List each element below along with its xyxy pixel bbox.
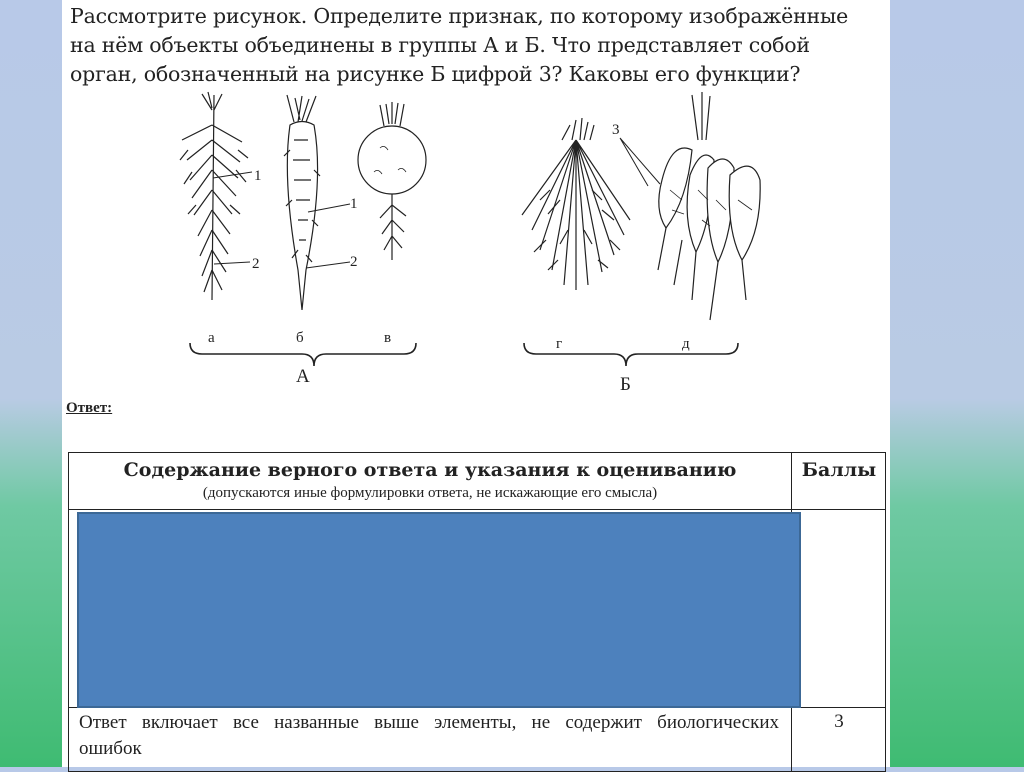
group-b-letter: Б — [620, 374, 631, 395]
grading-table — [68, 452, 886, 772]
root-v-drawing — [358, 102, 426, 260]
roots-figure — [62, 0, 890, 400]
document-page — [62, 0, 890, 767]
label-b: б — [296, 330, 304, 346]
brace-a — [190, 343, 416, 366]
table-divider-header — [69, 509, 885, 510]
label-d: д — [682, 336, 690, 352]
answer-cover-block[interactable] — [77, 512, 801, 708]
label-v: в — [384, 330, 392, 346]
group-a-letter: А — [296, 366, 310, 387]
table-header-sub: (допускаются иные формулировки ответа, не искажающие его смысла) — [202, 485, 658, 501]
callout-3: 3 — [612, 122, 620, 138]
answer-label: Ответ: — [66, 400, 113, 416]
table-header-score: Баллы — [801, 459, 877, 481]
root-g-drawing — [522, 118, 630, 290]
callout-1a: 1 — [254, 168, 262, 184]
callout-2b: 2 — [350, 254, 358, 270]
criteria-text: Ответ включает все названные выше элементы, не содержит биологических ошибок — [79, 712, 779, 759]
root-b-drawing — [284, 95, 350, 310]
callout-2a: 2 — [252, 256, 260, 272]
root-a-drawing — [180, 92, 252, 300]
root-d-drawing — [620, 92, 760, 320]
callout-1b: 1 — [350, 196, 358, 212]
criteria-score: 3 — [834, 711, 844, 732]
label-g: г — [556, 336, 563, 352]
table-header-main: Содержание верного ответа и указания к оцениванию — [123, 459, 737, 481]
question-text: Рассмотрите рисунок. Определите признак, по которому изображённые на нём объекты объединены в группы А и Б. Что представляет собой орган, обозначенный на рисунке Б цифрой 3? Каковы его функции? — [70, 4, 849, 86]
label-a: а — [208, 330, 215, 346]
